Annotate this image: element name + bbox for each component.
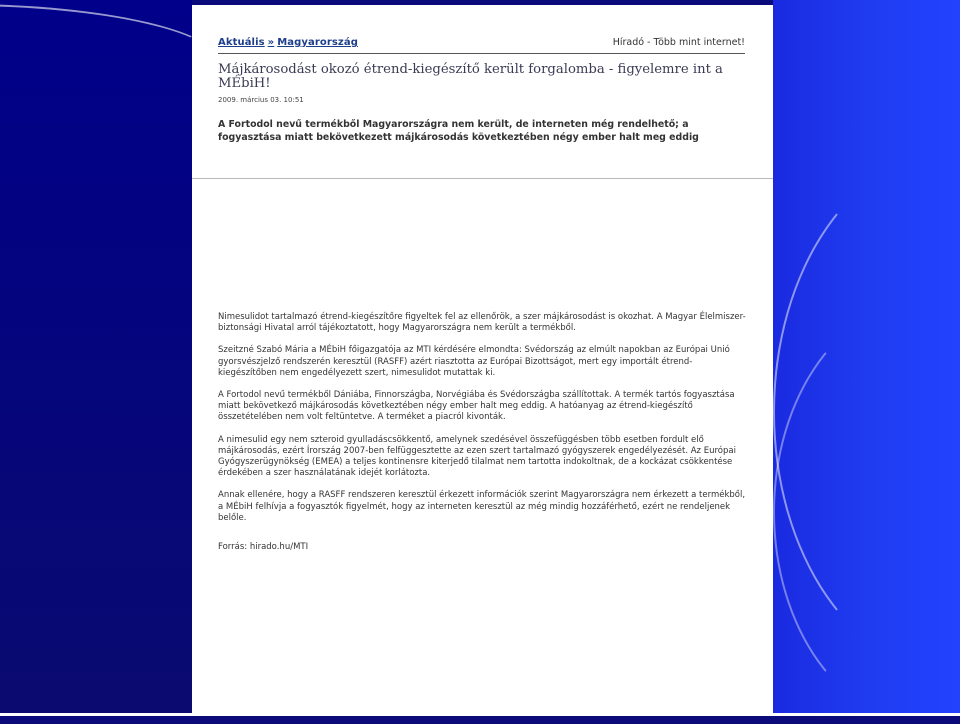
slide-background-left xyxy=(0,0,192,716)
section-divider xyxy=(192,178,773,179)
article-body xyxy=(218,312,748,564)
article-paragraph-4: A nimesulid egy nem szteroid gyulladáscsökkentő, amelynek szedésével összefüggésben több esetben fordult elő májkárosodás, ezért Írország 2007-ben felfüggesztette az ezen szert tartalmazó gyógyszerek engedélyezését. Az Európai Gyógyszerügynökség (EMEA) a teljes kontinensre kiterjedő tilalmat nem tartotta indokoltnak, de a kockázat csökkentése érdekében a szer használatának idejét korlátozta. xyxy=(218,434,736,479)
article-lead: A Fortodol nevű termékből Magyarországra nem került, de interneten még rendelhető; a fogyasztása miatt bekövetkezett májkárosodás következtében négy ember halt meg eddig xyxy=(218,119,699,143)
article-source: Forrás: hirado.hu/MTI xyxy=(218,542,309,553)
slide-background-right xyxy=(773,0,960,716)
breadcrumb-section-link[interactable]: Aktuális xyxy=(218,37,265,48)
article-paragraph-5: Annak ellenére, hogy a RASFF rendszeren keresztül érkezett információk szerint Magyarországra nem érkezett a termékből, a MÉbiH felhívja a fogyasztók figyelmét, hogy az interneten keresztül az még mindig hozzáférhető, ezért ne rendeljenek belőle. xyxy=(218,490,746,523)
article-date: 2009. március 03. 10:51 xyxy=(218,96,304,104)
breadcrumb-separator: » xyxy=(267,37,275,48)
breadcrumb-subsection-link[interactable]: Magyarország xyxy=(277,37,358,48)
breadcrumb xyxy=(218,37,358,48)
article-topbar xyxy=(218,37,745,54)
article-page xyxy=(192,5,773,713)
article-paragraph-1: Nimesulidot tartalmazó étrend-kiegészítőre figyeltek fel az ellenőrök, a szer májkárosodást is okozhat. A Magyar Élelmiszer-biztonsági Hivatal arról tájékoztatott, hogy Magyarországra nem került a termékből. xyxy=(218,312,746,334)
article-headline: Májkárosodást okozó étrend-kiegészítő került forgalomba - figyelemre int a MÉbiH! xyxy=(218,62,723,91)
article-paragraph-3: A Fortodol nevű termékből Dániába, Finnországba, Norvégiába és Svédországba szállítottak. A termék tartós fogyasztása miatt bekövetkező májkárosodás következtében négy ember halt meg eddig. A hatóanyag az étrend-kiegészítő összetételében nem volt feltüntetve. A terméket a piacról kivonták. xyxy=(218,390,735,423)
article-paragraph-2: Szeitzné Szabó Mária a MÉbiH főigazgatója az MTI kérdésére elmondta: Svédország az elmúlt napokban az Európai Unió gyorsvészjelző rendszerén keresztül (RASFF) azért riasztotta az Európai Bizottságot, mert egy importált étrend-kiegészítőben nem engedélyezett szert, nimesulidot mutattak ki. xyxy=(218,345,730,378)
site-tagline: Híradó - Több mint internet! xyxy=(612,37,745,48)
